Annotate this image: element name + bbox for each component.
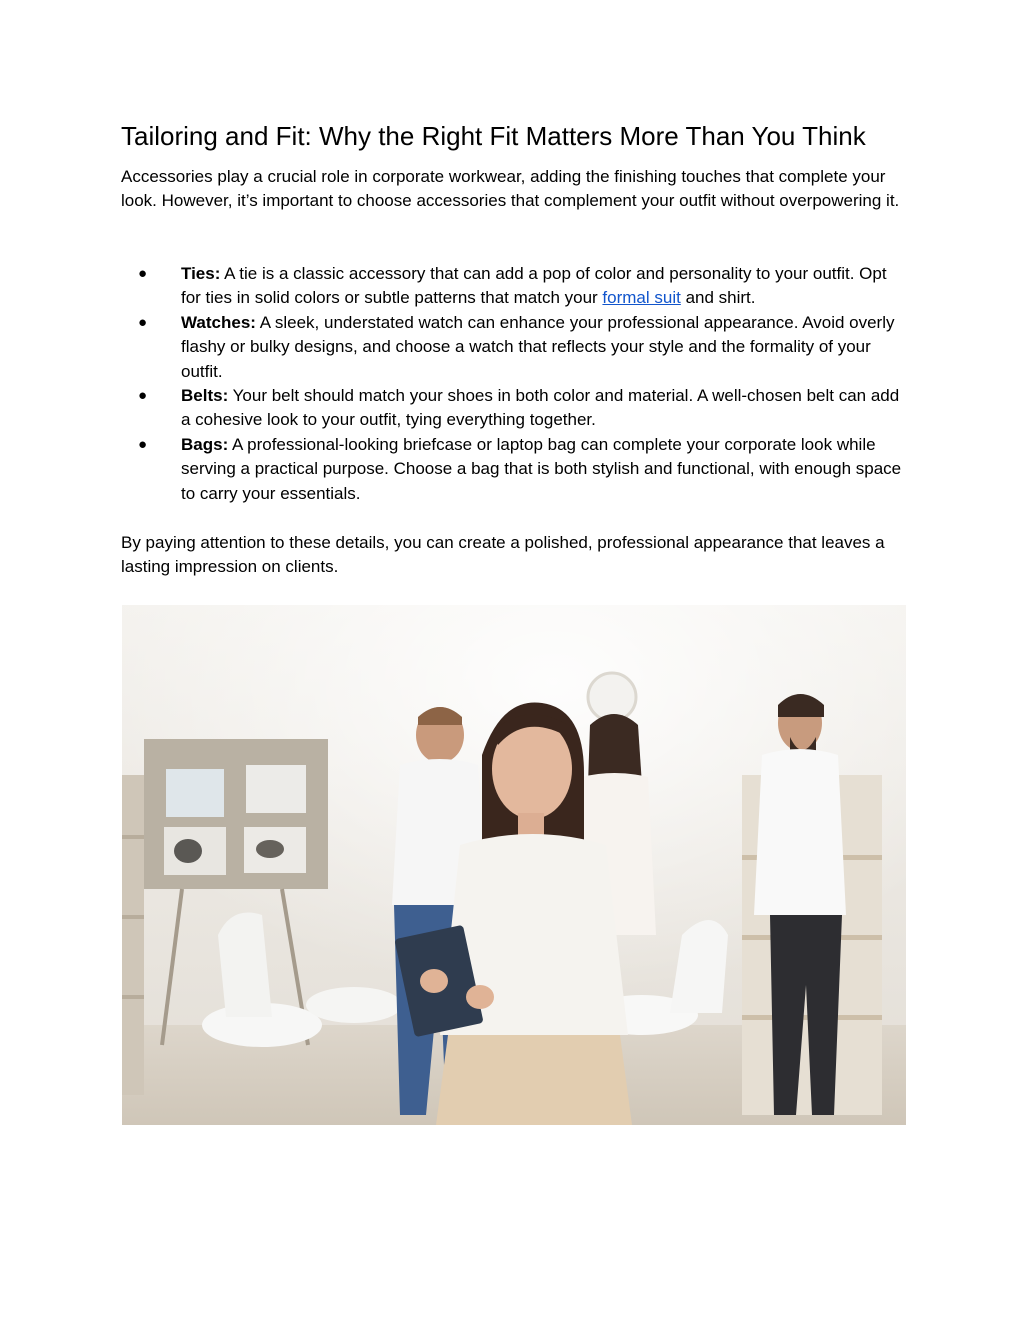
bullet-icon: ●	[138, 435, 148, 453]
office-photo	[122, 605, 906, 1125]
formal-suit-link[interactable]: formal suit	[602, 288, 681, 308]
list-item-belts	[121, 384, 911, 433]
ties-text-after: and shirt.	[680, 288, 756, 308]
term-watches: Watches:	[181, 312, 256, 332]
list-item-ties	[121, 262, 911, 311]
bullet-icon: ●	[138, 313, 148, 331]
list-item-bags	[121, 433, 911, 506]
bullet-icon: ●	[138, 265, 148, 282]
belts-text: Your belt should match your shoes in both color and material. A well-chosen belt can add a cohesive look to your outfit, tying everything together.	[181, 386, 900, 430]
intro-paragraph: Accessories play a crucial role in corporate workwear, adding the finishing touches that complete your look. However, it’s important to choose accessories that complement your outfit without overpowering it.	[121, 167, 900, 211]
term-bags: Bags:	[181, 434, 229, 454]
ties-text: A tie is a classic accessory that can add a pop of color and personality to your outfit. Opt for ties in solid colors or subtle patterns that match your	[181, 264, 887, 308]
bags-text: A professional-looking briefcase or laptop bag can complete your corporate look while serving a practical purpose. Choose a bag that is both stylish and functional, with enough space to carry your essentials.	[181, 434, 902, 503]
term-ties: Ties:	[181, 264, 221, 283]
term-belts: Belts:	[181, 386, 229, 406]
list-item-watches	[121, 311, 911, 384]
page-title: Tailoring and Fit: Why the Right Fit Matters More Than You Think	[121, 121, 866, 151]
office-photo-illustration	[122, 605, 906, 1125]
bullet-icon: ●	[138, 387, 148, 405]
accessories-list	[121, 262, 911, 506]
watches-text: A sleek, understated watch can enhance your professional appearance. Avoid overly flashy or bulky designs, and choose a watch that reflects your style and the formality of your outfit.	[181, 312, 895, 381]
closing-paragraph: By paying attention to these details, you can create a polished, professional appearance that leaves a lasting impression on clients.	[121, 533, 885, 577]
